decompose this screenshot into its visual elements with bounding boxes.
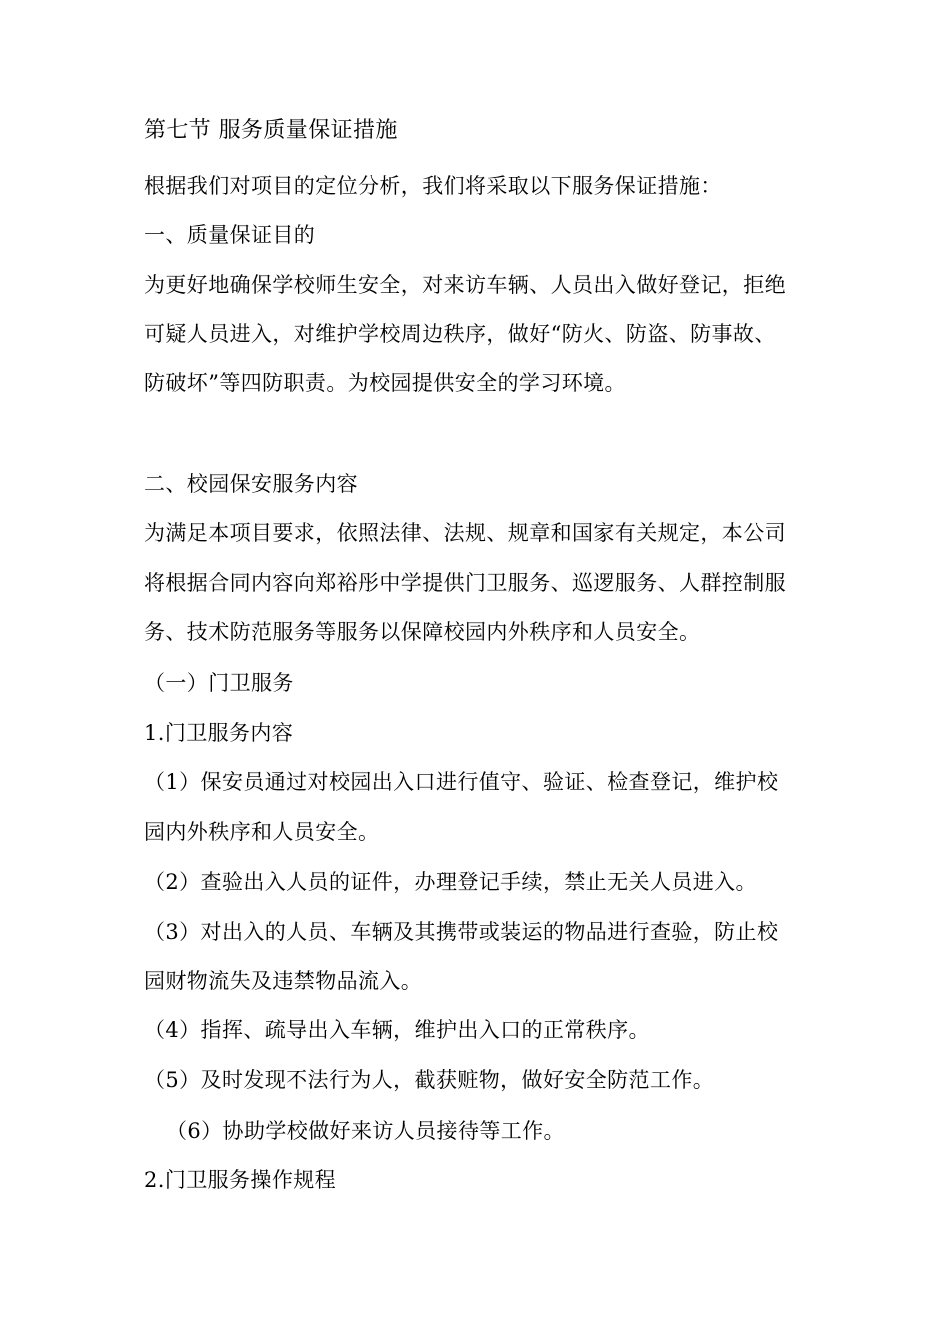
gate-item-1-line-1: （1）保安员通过对校园出入口进行值守、验证、检查登记，维护校: [144, 770, 779, 794]
gate-item-1-line-2: 园内外秩序和人员安全。: [144, 820, 380, 844]
section-title: 第七节 服务质量保证措施: [144, 118, 398, 143]
part2-line-2: 将根据合同内容向郑裕彤中学提供门卫服务、巡逻服务、人群控制服: [144, 571, 786, 595]
intro-paragraph: 根据我们对项目的定位分析，我们将采取以下服务保证措施：: [144, 174, 722, 198]
gate-service-procedure-heading: 2.门卫服务操作规程: [144, 1168, 337, 1192]
part1-line-3: 防破坏”等四防职责。为校园提供安全的学习环境。: [144, 371, 626, 395]
part2-line-3: 务、技术防范服务等服务以保障校园内外秩序和人员安全。: [144, 620, 701, 644]
part1-heading: 一、质量保证目的: [144, 223, 316, 247]
part2-heading: 二、校园保安服务内容: [144, 472, 358, 496]
gate-item-4: （4）指挥、疏导出入车辆，维护出入口的正常秩序。: [144, 1018, 650, 1042]
gate-service-content-heading: 1.门卫服务内容: [144, 721, 294, 745]
part1-line-2: 可疑人员进入，对维护学校周边秩序，做好“防火、防盗、防事故、: [144, 322, 776, 346]
gate-item-6: （6）协助学校做好来访人员接待等工作。: [166, 1119, 565, 1143]
part2-line-1: 为满足本项目要求，依照法律、法规、规章和国家有关规定，本公司: [144, 521, 786, 545]
gate-item-2: （2）查验出入人员的证件，办理登记手续，禁止无关人员进入。: [144, 870, 757, 894]
gate-item-3-line-1: （3）对出入的人员、车辆及其携带或装运的物品进行查验，防止校: [144, 920, 779, 944]
gate-item-5: （5）及时发现不法行为人，截获赃物，做好安全防范工作。: [144, 1068, 715, 1092]
part1-line-1: 为更好地确保学校师生安全，对来访车辆、人员出入做好登记，拒绝: [144, 273, 786, 297]
gate-service-subheading: （一）门卫服务: [144, 671, 294, 695]
gate-item-3-line-2: 园财物流失及违禁物品流入。: [144, 969, 423, 993]
